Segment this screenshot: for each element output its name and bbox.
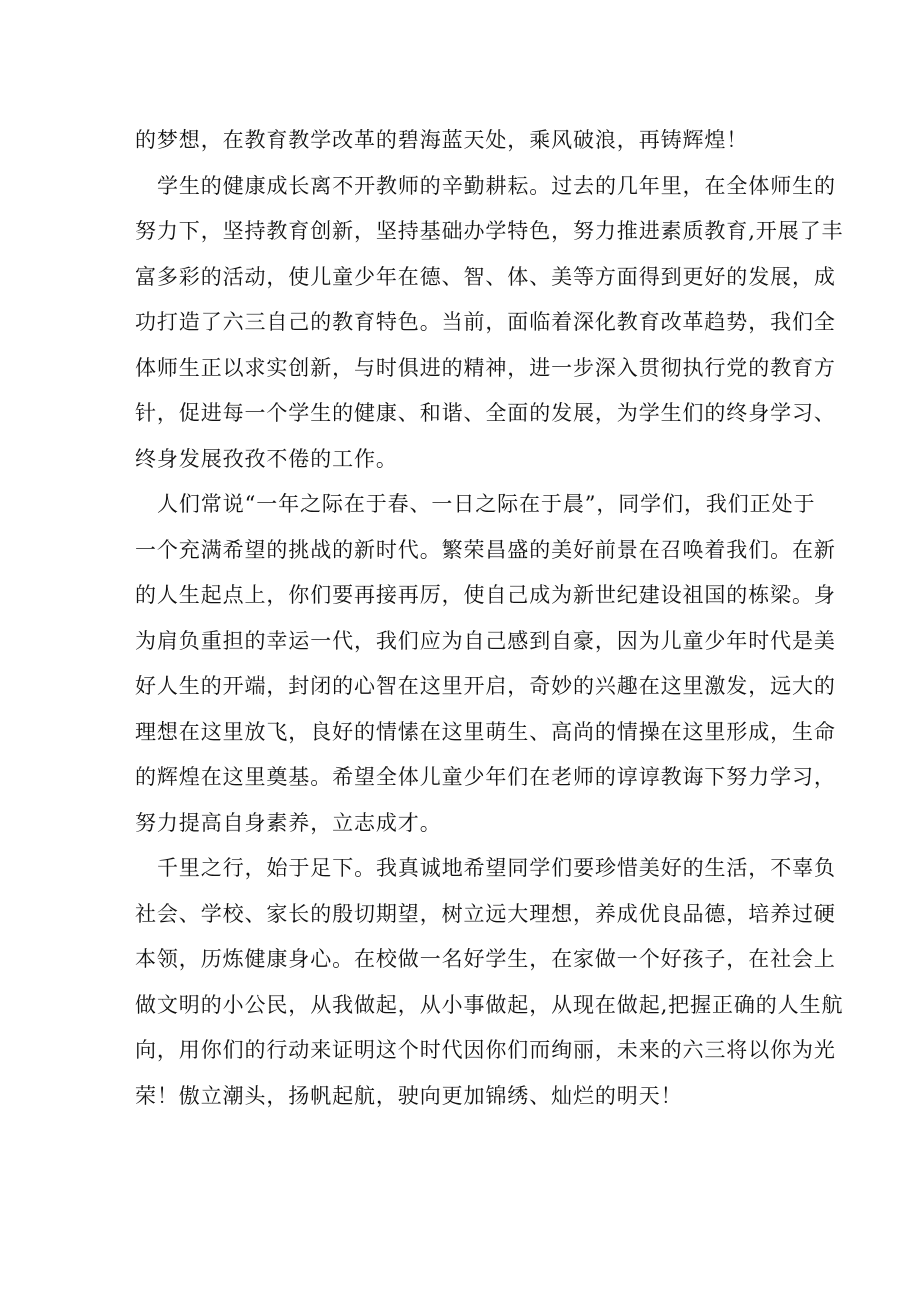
text-line: 终身发展孜孜不倦的工作。: [135, 446, 398, 471]
paragraph: [135, 482, 836, 846]
text-line: 一个充满希望的挑战的新时代。繁荣昌盛的美好前景在召唤着我们。在新: [135, 537, 836, 562]
text-line: 的梦想，在教育教学改革的碧海蓝天处，乘风破浪，再铸辉煌！: [135, 128, 749, 152]
text-line: 本领，历炼健康身心。在校做一名好学生，在家做一个好孩子，在社会上: [135, 947, 836, 971]
text-line: 的辉煌在这里奠基。希望全体儿童少年们在老师的谆谆教诲下努力学习，: [135, 765, 836, 789]
paragraph: [135, 164, 844, 483]
paragraph: [135, 846, 844, 1119]
text-line: 的人生起点上，你们要再接再厉，使自己成为新世纪建设祖国的栋梁。身: [135, 583, 836, 607]
text-line: 为肩负重担的幸运一代，我们应为自己感到自豪，因为儿童少年时代是美: [135, 628, 836, 653]
text-line: 人们常说“一年之际在于春、一日之际在于晨”，同学们，我们正处于: [157, 492, 816, 516]
text-line: 向，用你们的行动来证明这个时代因你们而绚丽，未来的六三将以你为光: [135, 1038, 836, 1062]
text-line: 做文明的小公民，从我做起，从小事做起，从现在做起,把握正确的人生航: [135, 992, 844, 1017]
text-line: 千里之行，始于足下。我真诚地希望同学们要珍惜美好的生活，不辜负: [157, 856, 836, 880]
text-line: 功打造了六三自己的教育特色。当前，面临着深化教育改革趋势，我们全: [135, 310, 836, 334]
text-line: 学生的健康成长离不开教师的辛勤耕耘。过去的几年里，在全体师生的: [157, 173, 836, 198]
document-body: [135, 118, 844, 1119]
text-line: 理想在这里放飞，良好的情愫在这里萌生、高尚的情操在这里形成，生命: [135, 719, 836, 744]
text-line: 体师生正以求实创新，与时俱进的精神，进一步深入贯彻执行党的教育方: [135, 355, 836, 380]
text-line: 针，促进每一个学生的健康、和谐、全面的发展，为学生们的终身学习、: [135, 401, 836, 425]
text-line: 好人生的开端，封闭的心智在这里开启，奇妙的兴趣在这里激发，远大的: [135, 674, 836, 698]
text-line: 富多彩的活动，使儿童少年在德、智、体、美等方面得到更好的发展，成: [135, 264, 836, 289]
paragraph: [135, 118, 790, 164]
text-line: 社会、学校、家长的殷切期望，树立远大理想，养成优良品德，培养过硬: [135, 901, 836, 926]
text-line: 努力下，坚持教育创新，坚持基础办学特色，努力推进素质教育,开展了丰: [135, 219, 844, 243]
text-line: 努力提高自身素养，立志成才。: [135, 810, 442, 835]
text-line: 荣！傲立潮头，扬帆起航，驶向更加锦绣、灿烂的明天！: [135, 1083, 683, 1108]
